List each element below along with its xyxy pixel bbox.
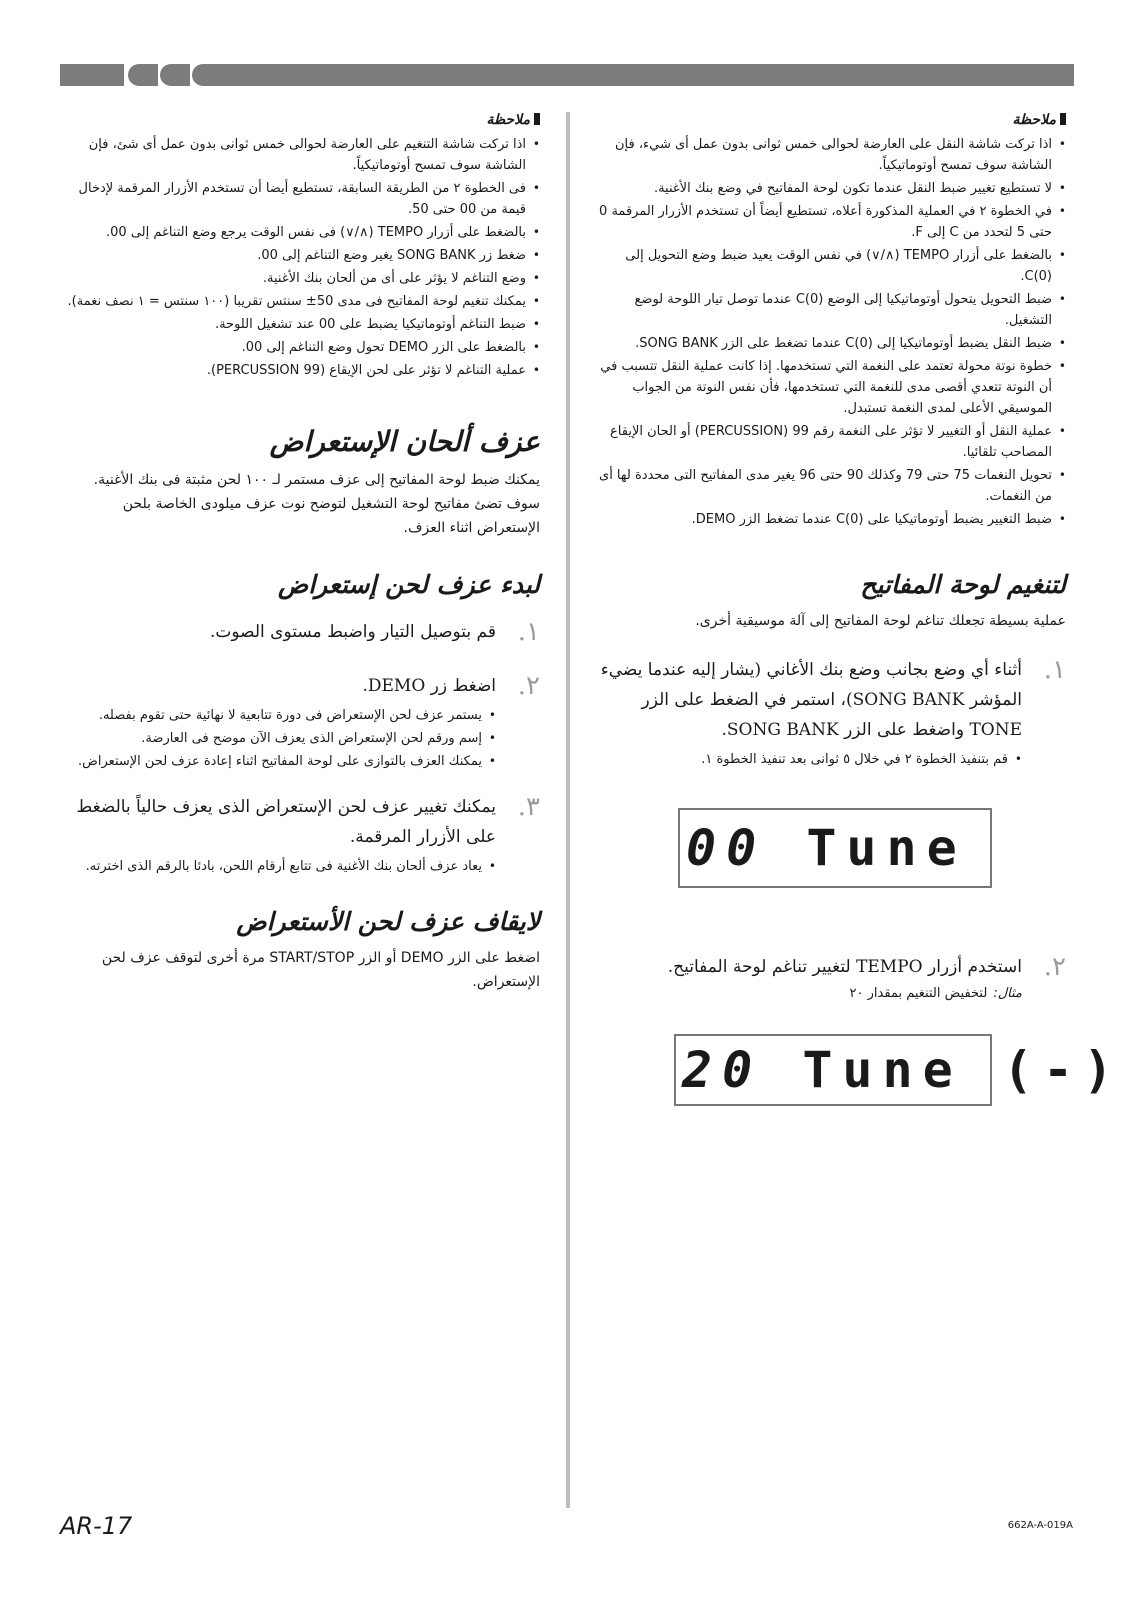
column-divider bbox=[566, 112, 570, 1508]
list-item: • يستمر عزف لحن الإستعراض فى دورة تتابعية لا نهائية حتى تقوم بفصله. bbox=[60, 705, 496, 726]
demo-intro: يمكنك ضبط لوحة المفاتيح إلى عزف مستمر لـ ١٠٠ لحن مثبتة فى بنك الأغنية. سوف تضئ مفاتيح لوحة التشغيل لتوضح نوت عزف ميلودى الخاصة بلحن الإستعراض اثناء العزف. bbox=[93, 472, 540, 536]
lcd-digits: 00 bbox=[686, 819, 767, 877]
list-item: • اذا تركت شاشة النقل على العارضة لحوالى خمس ثوانى بدون عمل أى شيء، فإن الشاشة سوف تمسح أوتوماتيكياً. bbox=[596, 134, 1066, 176]
list-item: • اذا تركت شاشة التنغيم على العارضة لحوالى خمس ثوانى بدون عمل أى شئ، فإن الشاشة سوف تمسح أوتوماتيكياً. bbox=[60, 134, 540, 176]
tuning-step-1 bbox=[596, 655, 1066, 770]
list-item: • يعاد عزف ألحان بنك الأغنية فى تتابع أرقام اللحن، بادئا بالرقم الذى اخترته. bbox=[60, 856, 496, 877]
lcd-display-tune-minus bbox=[674, 1034, 1124, 1106]
step-number: ٣. bbox=[517, 792, 540, 822]
list-item: • فى الخطوة ٢ من الطريقة السابقة، تستطيع أيضا أن تستخدم الأزرار المرقمة لإدخال قيمة من 00 حتى 50. bbox=[60, 178, 540, 220]
list-item: • ضبط التغيير يضبط أوتوماتيكيا على C(0) عندما تضغط الزر DEMO. bbox=[596, 509, 1066, 530]
tuning-intro: عملية بسيطة تجعلك تناغم لوحة المفاتيح إلى آلة موسيقية أخرى. bbox=[695, 613, 1066, 629]
stop-demo-text: اضغط على الزر DEMO أو الزر START/STOP مرة أخرى لتوقف عزف لحن الإستعراض. bbox=[101, 950, 540, 990]
step-number: ٢. bbox=[517, 671, 540, 701]
example-line bbox=[596, 986, 1022, 1001]
note-marker-icon bbox=[534, 113, 540, 125]
stop-demo-title: لايقاف عزف لحن الأستعراض bbox=[236, 907, 540, 936]
header-band-tab bbox=[128, 64, 158, 86]
example-text: لتخفيض التنغيم بمقدار ٢٠ bbox=[849, 986, 988, 1001]
list-item: • تحويل النغمات 75 حتى 79 وكذلك 90 حتى 96 يغير مدى المفاتيح التى محددة لها أى من النغمات. bbox=[596, 465, 1066, 507]
list-item: • عملية التناغم لا تؤثر على لحن الإيقاع (99 PERCUSSION). bbox=[60, 360, 540, 381]
list-item: • خطوة نوتة محولة تعتمد على النغمة التي تستخدمها. إذا كانت عملية النقل تتسبب في أن النوتة تتعدي أقصى مدى للنغمة التي تستخدمها، فأن نفس النوتة من الجواب الموسيقي الأعلى لمدى النغمة تستبدل. bbox=[596, 356, 1066, 419]
tuning-step-2-block bbox=[596, 952, 1066, 1001]
list-item: • عملية النقل أو التغيير لا تؤثر على النغمة رقم 99 (PERCUSSION) أو الحان الإيقاع المصاحب تلقائيا. bbox=[596, 421, 1066, 463]
list-item: • في الخطوة ٢ في العملية المذكورة أعلاه، تستطيع أيضاً أن تستخدم الأزرار المرقمة 0 حتى 5 لتحدد من C إلى F. bbox=[596, 201, 1066, 243]
step-text: أثناء أي وضع بجانب وضع بنك الأغاني (يشار إليه عندما يضيء المؤشر SONG BANK)، استمر في الضغط على الزر TONE واضغط على الزر SONG BANK. bbox=[600, 660, 1022, 740]
list-item: • إسم ورقم لحن الإستعراض الذى يعزف الآن موضح فى العارضة. bbox=[60, 728, 496, 749]
lcd-text: Tune (-) bbox=[802, 1041, 1124, 1099]
list-item: • ضغط زر SONG BANK يغير وضع التناغم إلى 00. bbox=[60, 245, 540, 266]
lcd-digits: 20 bbox=[682, 1041, 763, 1099]
document-code: 662A-A-019A bbox=[1007, 1520, 1073, 1531]
header-band-block bbox=[60, 64, 124, 86]
step-text: يمكنك تغيير عزف لحن الإستعراض الذى يعزف حالياً بالضغط على الأزرار المرقمة. bbox=[76, 797, 496, 847]
step-text: استخدم أزرار TEMPO لتغيير تناغم لوحة المفاتيح. bbox=[667, 957, 1022, 977]
tuning-section-title: لتنغيم لوحة المفاتيح bbox=[860, 570, 1066, 599]
example-label: مثال: bbox=[993, 986, 1022, 1001]
list-item: • ضبط النقل يضبط أوتوماتيكيا إلى C(0) عندما تضغط على الزر SONG BANK. bbox=[596, 333, 1066, 354]
list-item: • بالضغط على أزرار TEMPO (∧/∨) فى نفس الوقت يرجع وضع التناغم إلى 00. bbox=[60, 222, 540, 243]
step-notes bbox=[596, 749, 1022, 770]
list-item: • لا تستطيع تغيير ضبط النقل عندما تكون لوحة المفاتيح في وضع بنك الأغنية. bbox=[596, 178, 1066, 199]
list-item: • بالضغط على الزر DEMO تحول وضع التناغم إلى 00. bbox=[60, 337, 540, 358]
lcd-display-tune bbox=[678, 808, 992, 888]
note-heading: ملاحظة bbox=[596, 112, 1066, 128]
demo-step-2 bbox=[60, 671, 540, 772]
list-item: • قم بتنفيذ الخطوة ٢ في خلال ٥ ثوانى بعد تنفيذ الخطوة ١. bbox=[596, 749, 1022, 770]
header-band bbox=[60, 64, 1074, 86]
step-number: ١. bbox=[1043, 655, 1066, 685]
demo-step-1 bbox=[60, 617, 540, 647]
right-column bbox=[596, 112, 1066, 772]
note-heading: ملاحظة bbox=[60, 112, 540, 128]
list-item: • بالضغط على أزرار TEMPO (∧/∨) في نفس الوقت يعيد ضبط وضع التحويل إلى C(0). bbox=[596, 245, 1066, 287]
step-number: ٢. bbox=[1043, 952, 1066, 982]
demo-step-3 bbox=[60, 792, 540, 877]
step-text: قم بتوصيل التيار واضبط مستوى الصوت. bbox=[209, 622, 496, 642]
transpose-notes-list bbox=[596, 134, 1066, 530]
tuning-notes-list bbox=[60, 134, 540, 381]
page-number: AR-17 bbox=[60, 1512, 133, 1540]
step-number: ١. bbox=[517, 617, 540, 647]
header-band-tab bbox=[160, 64, 190, 86]
list-item: • يمكنك العزف بالتوازى على لوحة المفاتيح اثناء إعادة عزف لحن الإستعراض. bbox=[60, 751, 496, 772]
start-demo-title: لبدء عزف لحن إستعراض bbox=[277, 570, 540, 599]
list-item: • يمكنك تنغيم لوحة المفاتيح فى مدى 50± سنتس تقريبا (١٠٠ سنتس = ١ نصف نغمة). bbox=[60, 291, 540, 312]
step-notes bbox=[60, 705, 496, 772]
list-item: • وضع التناغم لا يؤثر على أى من ألحان بنك الأغنية. bbox=[60, 268, 540, 289]
left-column bbox=[60, 112, 540, 994]
tuning-step-2 bbox=[596, 952, 1066, 1001]
note-marker-icon bbox=[1060, 113, 1066, 125]
list-item: • ضبط التناغم أوتوماتيكيا يضبط على 00 عند تشغيل اللوحة. bbox=[60, 314, 540, 335]
list-item: • ضبط التحويل يتحول أوتوماتيكيا إلى الوضع C(0) عندما توصل تيار اللوحة لوضع التشغيل. bbox=[596, 289, 1066, 331]
step-text: اضغط زر DEMO. bbox=[362, 676, 496, 696]
lcd-text: Tune bbox=[806, 819, 967, 877]
demo-section-title: عزف ألحان الإستعراض bbox=[269, 425, 540, 458]
step-notes bbox=[60, 856, 496, 877]
header-band-bar bbox=[192, 64, 1074, 86]
